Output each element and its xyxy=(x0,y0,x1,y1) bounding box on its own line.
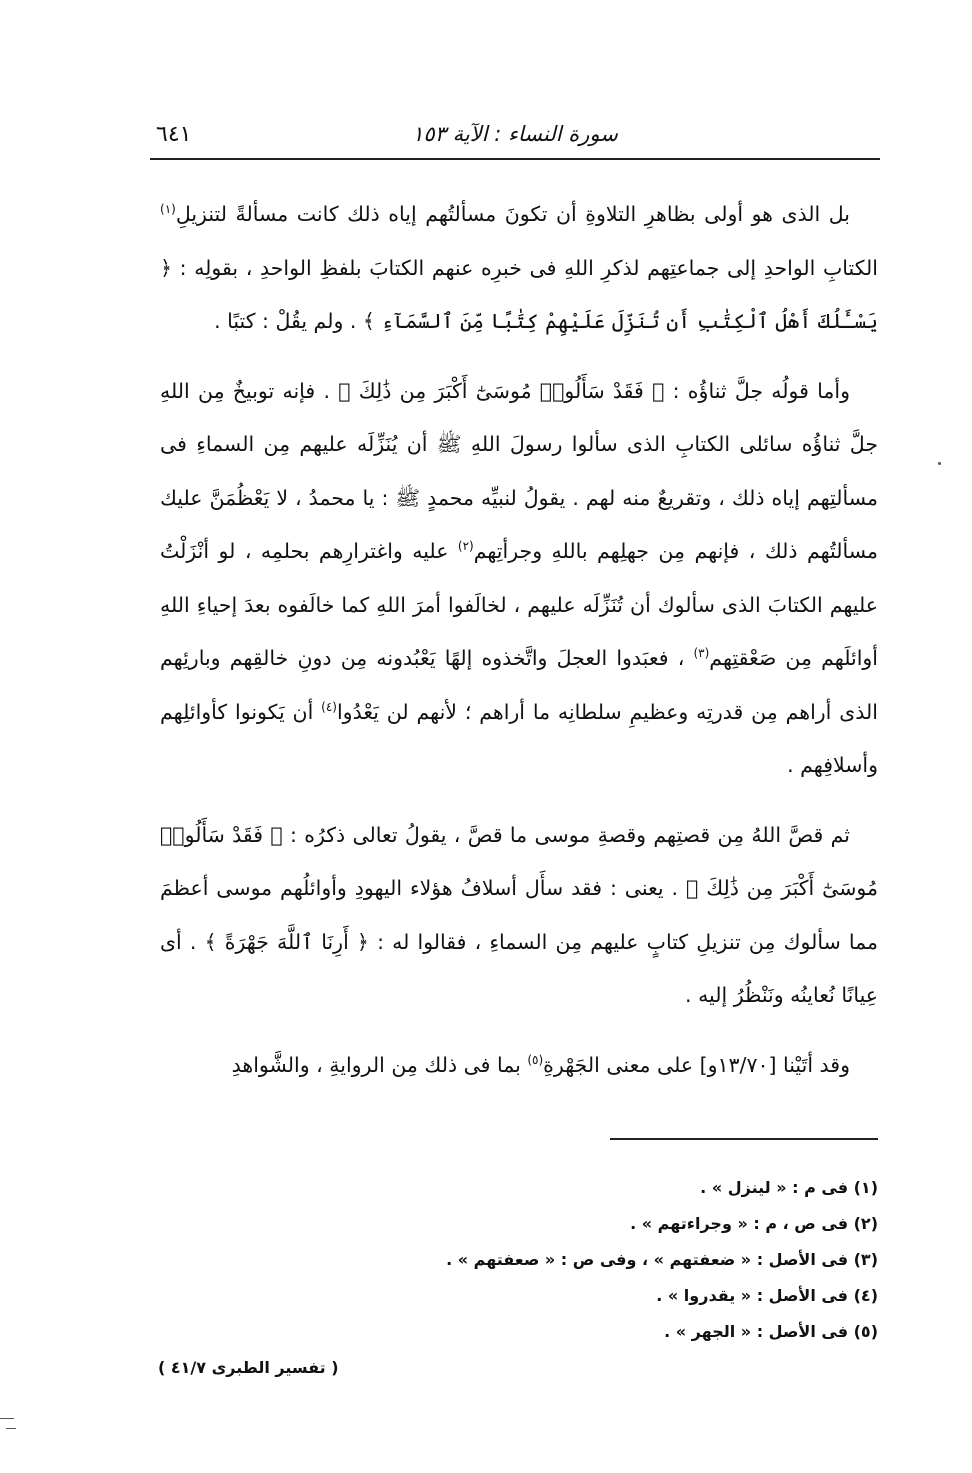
paragraph-text: أن يَكونوا كأوائلِهم وأسلافِهم . xyxy=(160,699,878,777)
paragraph-text: بما فى ذلك مِن الروايةِ ، والشَّواهدِ xyxy=(231,1052,528,1077)
paragraph-text: الكتابِ الواحدِ إلى جماعتِهم لذكرِ اللهِ فى خبرِه عنهم الكتابَ بلفظِ الواحدِ ، بقولِه : xyxy=(172,255,878,280)
footnote-5: (٥) فى الأصل : « الجهر » . xyxy=(664,1322,878,1341)
paragraph-text: ثم قصَّ اللهُ مِن قصتِهم وقصةِ موسى ما قصَّ ، يقولُ تعالى ذكرُه : xyxy=(282,822,850,847)
quran-quote: ﴿ أَرِنَا ٱللَّهَ جَهْرَةً ﴾ xyxy=(204,929,369,954)
quran-quote: ﴿ يَسْـَٔلُكَ أَهْلُ ٱلْكِتَٰبِ أَن تُنَزِّلَ عَلَيْهِمْ كِتَٰبًا مِّنَ ٱلسَّمَآءِ ﴾ xyxy=(160,255,878,333)
paragraph xyxy=(160,365,878,793)
paragraph-text: . أى عِيانًا نُعاينُه ونَنْظُرُ إليه . xyxy=(160,929,878,1007)
footnote-divider xyxy=(610,1138,878,1140)
paragraph-text: ، فعبَدوا العجلَ واتَّخذوه إلهًا يَعْبُدونه مِن دونِ خالقِهم وبارئِهم الذى أراهم مِن قدرتِه وعظيمِ سلطانِه ما أراهم ؛ لأنهم لن يَعْدُوا xyxy=(160,646,878,724)
page-header xyxy=(150,118,880,160)
footnote-ref: (١) xyxy=(160,202,176,217)
paragraph-text: . ولم يقُلْ : كتبًا . xyxy=(214,309,363,333)
paragraph xyxy=(160,188,878,349)
quran-quote: ﴿ فَقَدْ سَأَلُوا۟ مُوسَىٰٓ أَكْبَرَ مِن ذَٰلِكَ ﴾ xyxy=(338,378,665,403)
footnote-ref: (٤) xyxy=(321,699,337,714)
paragraph-text: عليه واغترارِهم بحلمِه ، لو أنْزَلْتُ عليهم الكتابَ الذى سألوك أن تُنَزِّلَه عليهم ، لخالَفوا أمرَ اللهِ كما خالَفوه بعدَ إحياءِ اللهِ أوائلَهم مِن صَعْقتِهم xyxy=(160,539,878,670)
running-title: سورة النساء : الآية ١٥٣ xyxy=(412,122,618,146)
footnote-1: (١) فى م : « لينزل » . xyxy=(700,1178,878,1197)
source-reference: ( تفسير الطبرى ٤١/٧ ) xyxy=(158,1358,339,1377)
footnote-ref: (٣) xyxy=(693,646,710,661)
footnote-4: (٤) فى الأصل : « يقدروا » . xyxy=(656,1286,878,1305)
scan-mark xyxy=(938,462,941,465)
quran-quote: ﴿ فَقَدْ سَأَلُوا۟ مُوسَىٰٓ أَكْبَرَ مِن ذَٰلِكَ ﴾ xyxy=(160,822,878,900)
paragraph-text: . فإنه توبيخٌ مِن اللهِ جلَّ ثناؤُه سائلى الكتابِ الذى سألوا رسولَ اللهِ ﷺ أن يُنَزِّلَه عليهم مِن السماءِ فى مسألتِهم إياه ذلك ، وتقريعٌ منه لهم . يقولُ لنبيِّه محمدٍ ﷺ : يا محمدُ ، لا يَعْظُمَنَّ عليك مسألتُهم ذلك ، فإنهم مِن جهلِهم باللهِ وجرأتِهم xyxy=(160,378,878,563)
footnote-ref: (٢) xyxy=(457,539,474,554)
footnote-3: (٣) فى الأصل : « ضعفتهم » ، وفى ص : « صعفتهم » . xyxy=(446,1250,878,1269)
paragraph xyxy=(160,809,878,1023)
paragraph-text: وأما قولُه جلَّ ثناؤُه : xyxy=(664,378,850,403)
footnotes xyxy=(160,1170,878,1350)
scan-mark xyxy=(0,1418,14,1419)
paragraph-text: . يعنى : فقد سأَل أسلافُ هؤلاء اليهودِ وأوائلُهم موسى أعظمَ مما سألوك مِن تنزيلِ كتابٍ عليهم مِن السماءِ ، فقالوا له : xyxy=(160,876,878,954)
scan-mark xyxy=(6,1428,16,1429)
paragraph xyxy=(160,1039,878,1093)
page-number: ٦٤١ xyxy=(156,122,192,147)
paragraph-text: بل الذى هو أولى بظاهرِ التلاوةِ أن تكونَ مسألتُهم إياه ذلك كانت مسألةً لتنزيلِ xyxy=(175,202,850,226)
footnote-ref: (٥) xyxy=(527,1052,544,1067)
body-text xyxy=(160,188,878,1108)
paragraph-text: وقد أتَيْنا [١٣/٧٠و] على معنى الجَهْرةِ xyxy=(543,1052,850,1077)
footnote-2: (٢) فى ص ، م : « وجراءتهم » . xyxy=(630,1214,878,1233)
